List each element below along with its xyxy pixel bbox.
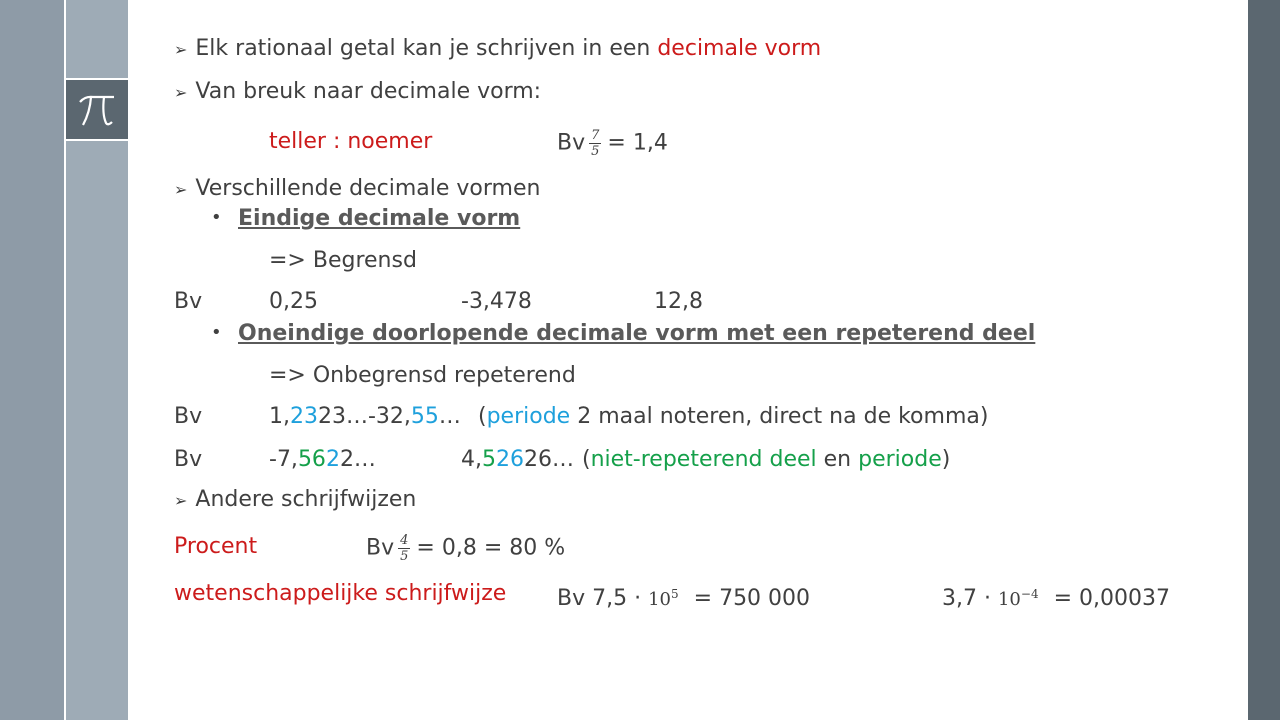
- nonrep-digits: 5: [482, 447, 496, 472]
- example-value: 0,25: [269, 289, 318, 314]
- arrow-bullet-icon: ➢: [174, 180, 188, 199]
- text: Van breuk naar decimale vorm:: [195, 79, 542, 104]
- nonrep-digits: 56: [297, 447, 326, 472]
- right-sidebar-band: [1248, 0, 1280, 720]
- periode-note: [478, 403, 988, 431]
- procent-label: Procent: [174, 534, 258, 559]
- base: 10: [997, 589, 1021, 610]
- text: 4,: [461, 447, 482, 472]
- scientific-example-b: [942, 580, 1170, 614]
- text: Bv 7,5 ·: [557, 586, 642, 611]
- mixed-example-b: [461, 446, 574, 474]
- nonrep-word: niet-repeterend deel: [590, 447, 817, 472]
- text: ): [941, 447, 951, 472]
- scientific-example-a: [557, 580, 810, 614]
- text: 2 maal noteren, direct na de komma): [570, 404, 989, 429]
- periode-digits: 23: [290, 404, 318, 429]
- base: 10: [648, 589, 671, 610]
- text: Verschillende decimale vormen: [195, 176, 541, 201]
- bv-label: Bv: [366, 535, 395, 561]
- text: (: [478, 404, 487, 429]
- denominator: 5: [591, 144, 600, 159]
- heading-repeating-decimal: Oneindige doorlopende decimale vorm met een repeterend deel: [238, 321, 1036, 346]
- bv-label: Bv: [174, 404, 203, 429]
- result: = 0,00037: [1053, 586, 1170, 611]
- text: en: [816, 447, 859, 472]
- text: Elk rationaal getal kan je schrijven in een: [195, 36, 658, 61]
- periode-digits: 55: [410, 404, 439, 429]
- scientific-label: wetenschappelijke schrijfwijze: [174, 581, 507, 606]
- repeating-examples: [269, 403, 461, 431]
- line-fraction-to-decimal: [174, 78, 541, 107]
- dot-bullet-icon: •: [211, 322, 222, 343]
- periode-digits: 26: [496, 447, 524, 472]
- bv-label: Bv: [557, 130, 586, 156]
- nonrep-note: [582, 446, 950, 474]
- periode-word: periode: [486, 404, 571, 429]
- logo-box: [66, 78, 128, 141]
- rule-teller-noemer: teller : noemer: [269, 129, 433, 154]
- begrensd-text: => Begrensd: [269, 248, 417, 273]
- line-other-notations: [174, 486, 416, 515]
- fraction: [589, 128, 601, 159]
- text: 23…-32,: [318, 404, 411, 429]
- text: -7,: [269, 447, 298, 472]
- example-value: -3,478: [461, 289, 532, 314]
- dot-bullet-icon: •: [211, 207, 222, 228]
- example-value: 12,8: [654, 289, 703, 314]
- text: 26…: [524, 447, 574, 472]
- pi-icon: [77, 92, 117, 128]
- arrow-bullet-icon: ➢: [174, 83, 188, 102]
- text: 1,: [269, 404, 290, 429]
- bv-label: Bv: [174, 447, 203, 472]
- onbegrensd-text: => Onbegrensd repeterend: [269, 363, 576, 388]
- text: 3,7 ·: [942, 586, 991, 611]
- numerator: 4: [400, 533, 409, 548]
- line-different-forms: [174, 175, 540, 204]
- example-7-5: [557, 128, 668, 159]
- line-rational-decimal: [174, 35, 821, 64]
- exponent: 5: [671, 587, 679, 601]
- procent-example: [366, 533, 565, 564]
- heading-finite-decimal: Eindige decimale vorm: [238, 206, 521, 231]
- text: (: [582, 447, 591, 472]
- power: [648, 589, 679, 610]
- result: = 750 000: [693, 586, 811, 611]
- arrow-bullet-icon: ➢: [174, 491, 188, 510]
- text: 2…: [339, 447, 376, 472]
- denominator: 5: [400, 549, 409, 564]
- fraction: [398, 533, 410, 564]
- periode-digits: 2: [325, 447, 340, 472]
- mixed-example-a: [269, 446, 376, 474]
- bv-label: Bv: [174, 289, 203, 314]
- left-sidebar-band: [0, 0, 64, 720]
- periode-word: periode: [858, 447, 942, 472]
- highlight-text: decimale vorm: [657, 36, 822, 61]
- exponent: −4: [1020, 587, 1039, 601]
- result: = 1,4: [607, 130, 668, 156]
- arrow-bullet-icon: ➢: [174, 40, 188, 59]
- text: Andere schrijfwijzen: [195, 487, 417, 512]
- numerator: 7: [591, 128, 600, 143]
- power: [998, 589, 1039, 610]
- result: = 0,8 = 80 %: [416, 535, 566, 561]
- text: …: [438, 404, 461, 429]
